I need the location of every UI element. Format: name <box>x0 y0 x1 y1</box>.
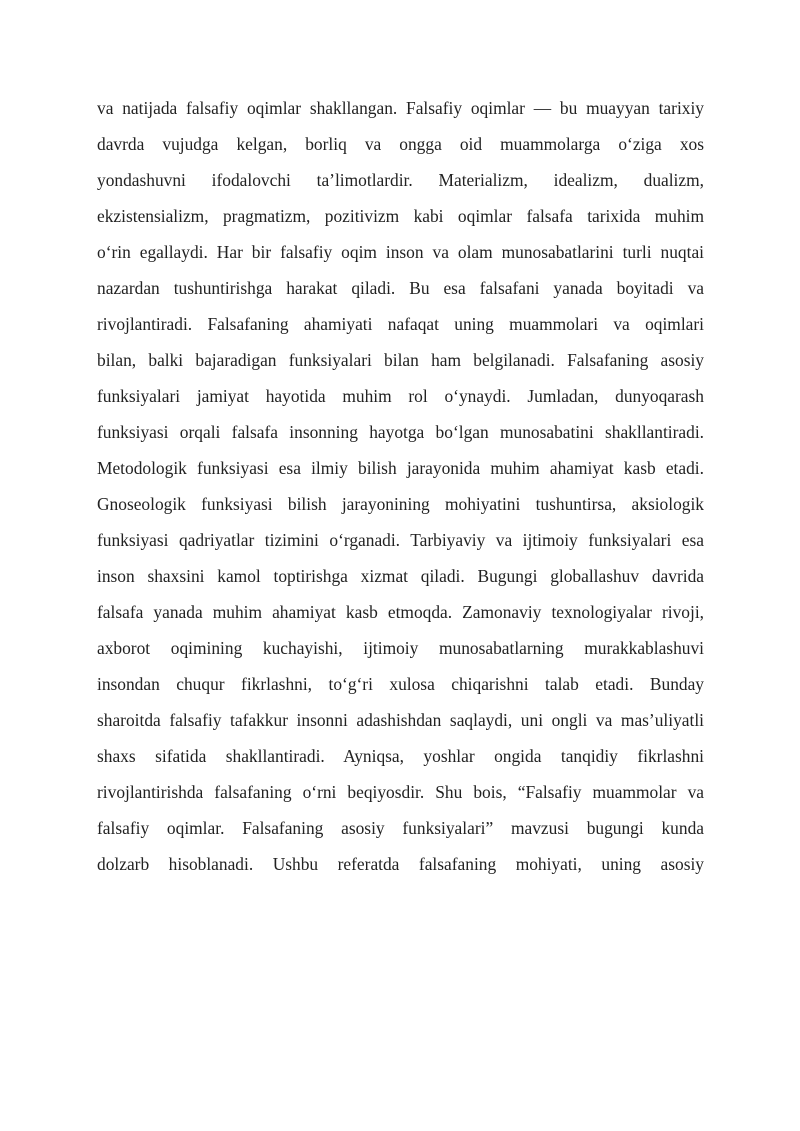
text-line: Metodologik funksiyasi esa ilmiy bilish jarayonida muhim ahamiyat kasb etadi. <box>97 458 704 478</box>
text-line: funksiyasi qadriyatlar tizimini o‘rganadi. Tarbiyaviy va ijtimoiy funksiyalari esa <box>97 530 704 550</box>
text-line: va natijada falsafiy oqimlar shakllangan. Falsafiy oqimlar — bu muayyan tarixiy <box>97 98 704 118</box>
text-line: davrda vujudga kelgan, borliq va ongga oid muammolarga o‘ziga xos <box>97 134 704 154</box>
text-line: funksiyasi orqali falsafa insonning hayotga bo‘lgan munosabatini shakllantiradi. <box>97 422 704 442</box>
text-line: funksiyalari jamiyat hayotida muhim rol o‘ynaydi. Jumladan, dunyoqarash <box>97 386 704 406</box>
text-line: insondan chuqur fikrlashni, to‘g‘ri xulosa chiqarishni talab etadi. Bunday <box>97 674 704 694</box>
text-line: dolzarb hisoblanadi. Ushbu referatda falsafaning mohiyati, uning asosiy <box>97 854 704 874</box>
text-line: axborot oqimining kuchayishi, ijtimoiy munosabatlarning murakkablashuvi <box>97 638 704 658</box>
text-line: o‘rin egallaydi. Har bir falsafiy oqim inson va olam munosabatlarini turli nuqtai <box>97 242 704 262</box>
text-line: falsafa yanada muhim ahamiyat kasb etmoqda. Zamonaviy texnologiyalar rivoji, <box>97 602 704 622</box>
text-line: ekzistensializm, pragmatizm, pozitivizm kabi oqimlar falsafa tarixida muhim <box>97 206 704 226</box>
text-line: rivojlantiradi. Falsafaning ahamiyati nafaqat uning muammolari va oqimlari <box>97 314 704 334</box>
text-line: falsafiy oqimlar. Falsafaning asosiy funksiyalari” mavzusi bugungi kunda <box>97 818 704 838</box>
text-line: Gnoseologik funksiyasi bilish jarayonining mohiyatini tushuntirsa, aksiologik <box>97 494 704 514</box>
text-line: bilan, balki bajaradigan funksiyalari bilan ham belgilanadi. Falsafaning asosiy <box>97 350 704 370</box>
body-paragraph <box>97 90 704 882</box>
text-line: yondashuvni ifodalovchi ta’limotlardir. Materializm, idealizm, dualizm, <box>97 170 704 190</box>
text-line: shaxs sifatida shakllantiradi. Ayniqsa, yoshlar ongida tanqidiy fikrlashni <box>97 746 704 766</box>
text-line: sharoitda falsafiy tafakkur insonni adashishdan saqlaydi, uni ongli va mas’uliyatli <box>97 710 704 730</box>
text-line: inson shaxsini kamol toptirishga xizmat qiladi. Bugungi globallashuv davrida <box>97 566 704 586</box>
text-line: nazardan tushuntirishga harakat qiladi. Bu esa falsafani yanada boyitadi va <box>97 278 704 298</box>
text-line: rivojlantirishda falsafaning o‘rni beqiyosdir. Shu bois, “Falsafiy muammolar va <box>97 782 704 802</box>
